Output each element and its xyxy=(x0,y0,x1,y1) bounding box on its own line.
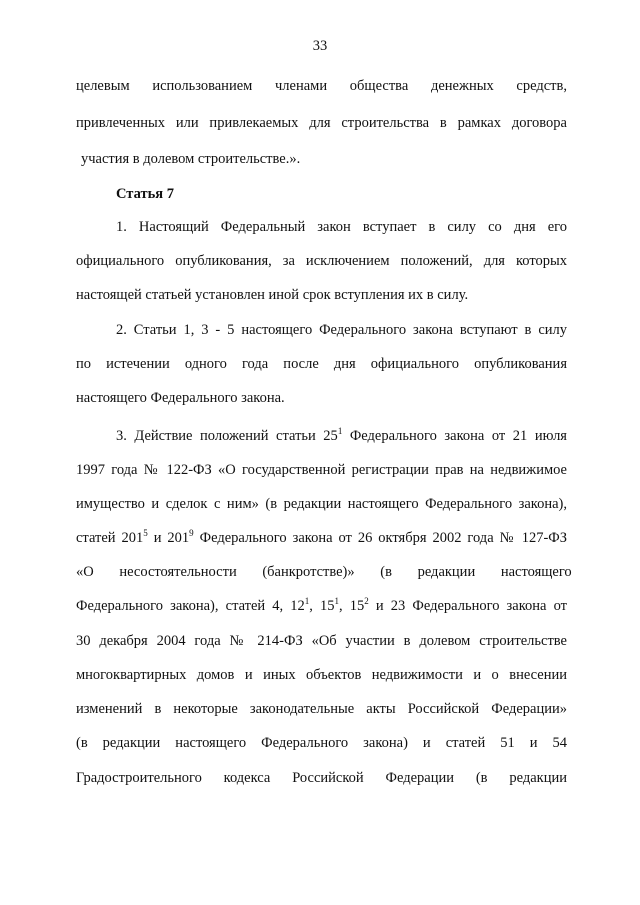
text-line: настоящего Федерального закона. xyxy=(76,390,285,406)
text-line xyxy=(76,529,567,547)
text-line: 1. Настоящий Федеральный закон вступает в силу со дня его xyxy=(116,219,567,235)
text-span: , 15 xyxy=(309,598,335,614)
text-line: изменений в некоторые законодательные акты Российской Федерации» xyxy=(76,701,567,717)
text-line: имущество и сделок с ним» (в редакции настоящего Федерального закона), xyxy=(76,496,567,512)
text-line: по истечении одного года после дня официального опубликования xyxy=(76,356,567,372)
text-span: Федерального закона от 26 октября 2002 года № 127-ФЗ xyxy=(193,530,567,546)
superscript: 9 xyxy=(189,528,194,538)
superscript: 1 xyxy=(304,596,310,606)
text-line: официального опубликования, за исключением положений, для которых xyxy=(76,253,567,269)
article-heading: Статья 7 xyxy=(116,186,174,202)
text-span: и 201 xyxy=(147,530,190,546)
text-line: (в редакции настоящего Федерального закона) и статей 51 и 54 xyxy=(76,735,567,751)
text-line: Градостроительного кодекса Российской Федерации (в редакции xyxy=(76,770,567,786)
text-span: статей 201 xyxy=(76,530,144,546)
superscript: 5 xyxy=(143,528,148,538)
text-line: 2. Статьи 1, 3 - 5 настоящего Федерального закона вступают в силу xyxy=(116,322,567,338)
text-line: многоквартирных домов и иных объектов недвижимости и о внесении xyxy=(76,667,567,683)
text-line xyxy=(116,427,567,445)
text-line xyxy=(76,597,567,615)
superscript: 1 xyxy=(337,426,343,436)
page-number: 33 xyxy=(312,38,328,54)
text-line: 30 декабря 2004 года № 214-ФЗ «Об участии в долевом строительстве xyxy=(76,633,567,649)
text-line: «О несостоятельности (банкротстве)» (в редакции настоящего xyxy=(76,564,572,580)
text-line: участия в долевом строительстве.». xyxy=(81,151,301,167)
text-span: Федерального закона), статей 4, 12 xyxy=(76,598,305,614)
text-line: настоящей статьей установлен иной срок вступления их в силу. xyxy=(76,287,469,303)
text-span: Федерального закона от 21 июля xyxy=(342,428,567,444)
superscript: 2 xyxy=(364,596,369,606)
text-span: и 23 Федерального закона от xyxy=(368,598,567,614)
text-span: , 15 xyxy=(339,598,365,614)
text-line: 1997 года № 122-ФЗ «О государственной регистрации прав на недвижимое xyxy=(76,462,567,478)
text-line: привлеченных или привлекаемых для строительства в рамках договора xyxy=(76,115,567,131)
text-span: 3. Действие положений статьи 25 xyxy=(116,428,338,444)
text-line: целевым использованием членами общества денежных средств, xyxy=(76,78,567,94)
superscript: 1 xyxy=(334,596,340,606)
